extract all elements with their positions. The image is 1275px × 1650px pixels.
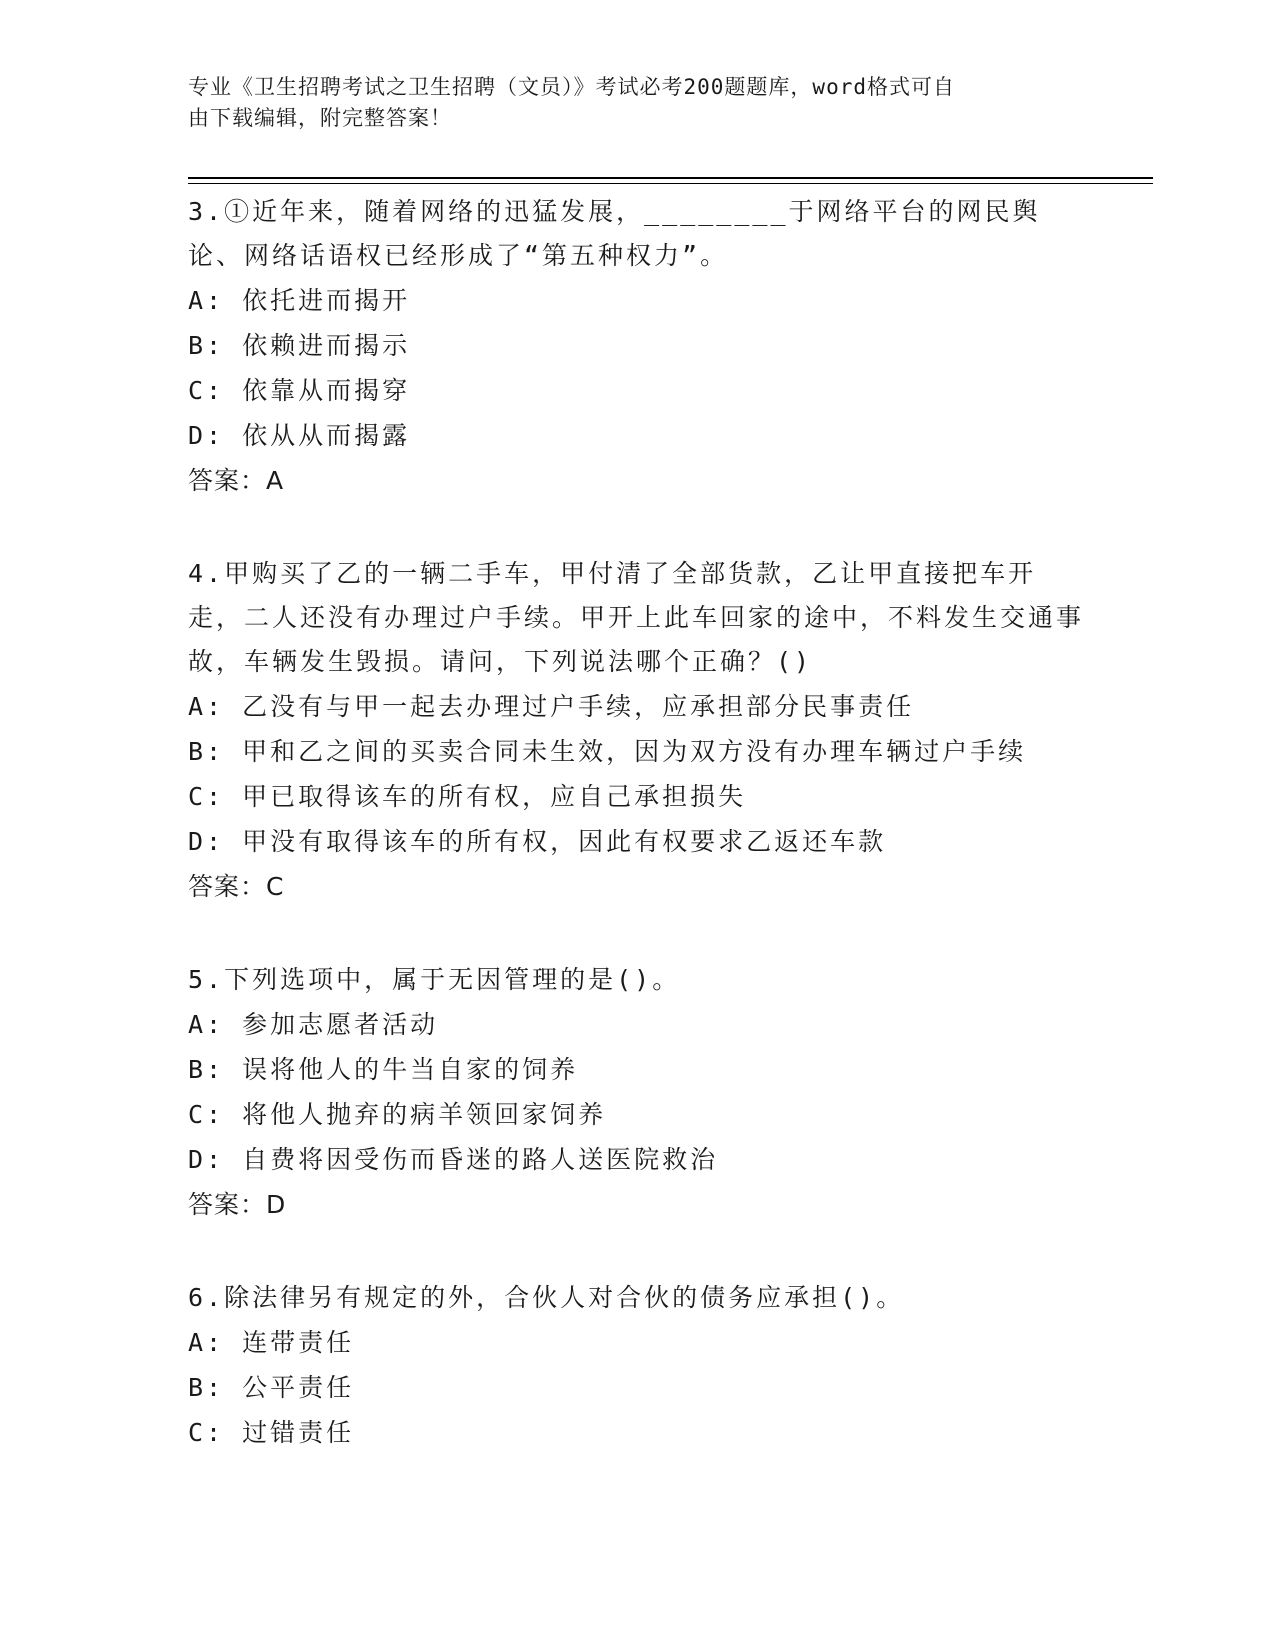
question-stem: 3.①近年来，随着网络的迅猛发展，________于网络平台的网民舆论、网络话语权已经形成了“第五种权力”。	[188, 197, 1041, 270]
option-a: A: 依托进而揭开	[188, 286, 411, 315]
header-divider-thin	[188, 183, 1153, 184]
question-5	[188, 958, 1088, 1228]
option-c: C: 甲已取得该车的所有权，应自己承担损失	[188, 782, 747, 811]
header-divider-thick	[188, 177, 1153, 179]
option-b: B: 甲和乙之间的买卖合同未生效，因为双方没有办理车辆过户手续	[188, 737, 1027, 766]
question-stem: 4.甲购买了乙的一辆二手车，甲付清了全部货款，乙让甲直接把车开走，二人还没有办理过户手续。甲开上此车回家的途中，不料发生交通事故，车辆发生毁损。请问，下列说法哪个正确？()	[188, 559, 1085, 676]
option-d: D: 甲没有取得该车的所有权，因此有权要求乙返还车款	[188, 827, 887, 856]
option-a: A: 连带责任	[188, 1328, 355, 1357]
header-line-2: 由下载编辑，附完整答案！	[188, 106, 452, 130]
question-list	[188, 190, 1088, 1503]
document-header	[188, 72, 1068, 134]
option-d: D: 自费将因受伤而昏迷的路人送医院救治	[188, 1145, 719, 1174]
question-3	[188, 190, 1088, 504]
option-b: B: 公平责任	[188, 1373, 355, 1402]
answer-line: 答案：C	[188, 872, 285, 901]
option-b: B: 依赖进而揭示	[188, 331, 411, 360]
answer-line: 答案：A	[188, 466, 285, 495]
question-6	[188, 1276, 1088, 1455]
option-c: C: 将他人抛弃的病羊领回家饲养	[188, 1100, 607, 1129]
option-b: B: 误将他人的牛当自家的饲养	[188, 1055, 579, 1084]
option-a: A: 乙没有与甲一起去办理过户手续，应承担部分民事责任	[188, 692, 915, 721]
question-4	[188, 552, 1088, 910]
option-c: C: 过错责任	[188, 1418, 355, 1447]
header-line-1: 专业《卫生招聘考试之卫生招聘（文员）》考试必考200题题库，word格式可自	[188, 75, 955, 99]
answer-line: 答案：D	[188, 1190, 287, 1219]
question-stem: 6.除法律另有规定的外，合伙人对合伙的债务应承担()。	[188, 1283, 905, 1312]
option-d: D: 依从从而揭露	[188, 421, 411, 450]
question-stem: 5.下列选项中，属于无因管理的是()。	[188, 965, 681, 994]
option-c: C: 依靠从而揭穿	[188, 376, 411, 405]
option-a: A: 参加志愿者活动	[188, 1010, 439, 1039]
